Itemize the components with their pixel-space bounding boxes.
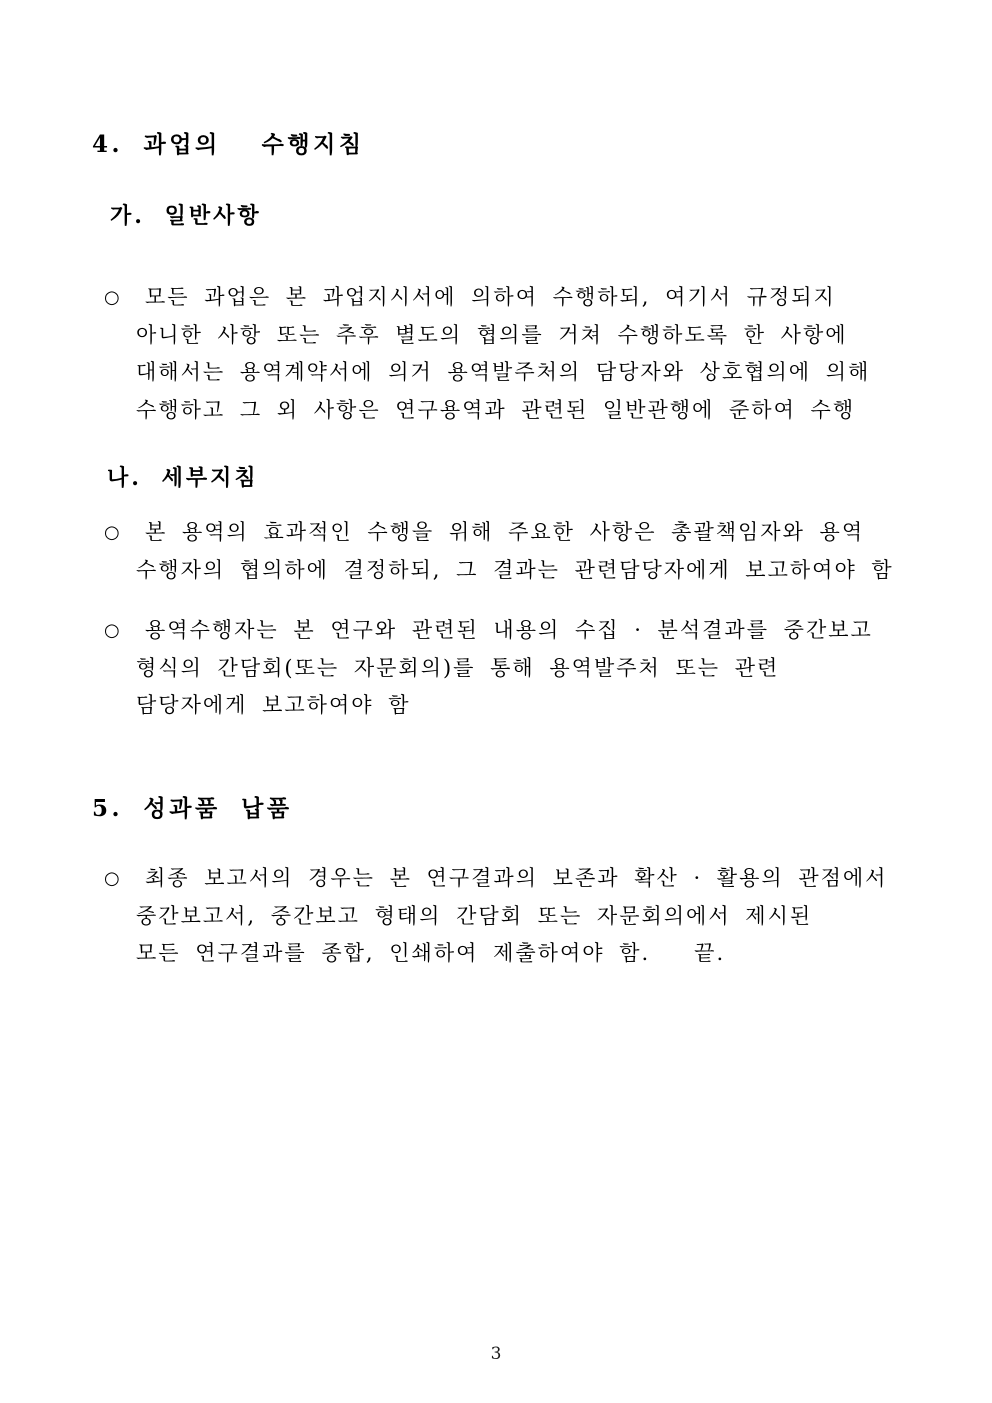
bullet-text-block xyxy=(136,514,934,589)
text-line: 수행자의 협의하에 결정하되, 그 결과는 관련담당자에게 보고하여야 함 xyxy=(136,557,894,582)
bullet-item-deliverable-1 xyxy=(104,860,934,973)
text-line: 모든 연구결과를 종합, 인쇄하여 제출하여야 함. 끝. xyxy=(136,941,726,965)
subsection-heading-ga: 가. 일반사항 xyxy=(110,203,262,229)
section-heading-5: 5. 성과품 납품 xyxy=(92,795,293,822)
text-line: 아니한 사항 또는 추후 별도의 협의를 거쳐 수행하도록 한 사항에 xyxy=(136,322,848,347)
text-line: 형식의 간담회(또는 자문회의)를 통해 용역발주처 또는 관련 xyxy=(136,655,780,680)
circle-bullet-icon: ○ xyxy=(104,522,120,543)
text-line: 최종 보고서의 경우는 본 연구결과의 보존과 확산 · 활용의 관점에서 xyxy=(145,866,888,890)
text-line: 수행하고 그 외 사항은 연구용역과 관련된 일반관행에 준하여 수행 xyxy=(136,397,856,422)
page-number: 3 xyxy=(490,1344,502,1364)
bullet-item-general-1 xyxy=(104,279,934,429)
bullet-text-block xyxy=(136,612,934,725)
bullet-item-detail-2 xyxy=(104,612,934,725)
circle-bullet-icon: ○ xyxy=(104,287,120,308)
bullet-text-block xyxy=(136,860,934,973)
section-heading-4: 4. 과업의 수행지침 xyxy=(92,131,365,158)
bullet-text-block xyxy=(136,279,934,429)
text-line: 담당자에게 보고하여야 함 xyxy=(136,693,411,717)
circle-bullet-icon: ○ xyxy=(104,868,120,889)
bullet-item-detail-1 xyxy=(104,514,934,589)
text-line: 대해서는 용역계약서에 의거 용역발주처의 담당자와 상호협의에 의해 xyxy=(136,360,871,384)
subsection-heading-na: 나. 세부지침 xyxy=(107,465,259,491)
text-line: 중간보고서, 중간보고 형태의 간담회 또는 자문회의에서 제시된 xyxy=(136,903,813,928)
text-line: 용역수행자는 본 연구와 관련된 내용의 수집 · 분석결과를 중간보고 xyxy=(145,618,873,642)
text-line: 모든 과업은 본 과업지시서에 의하여 수행하되, 여기서 규정되지 xyxy=(145,285,836,309)
text-line: 본 용역의 효과적인 수행을 위해 주요한 사항은 총괄책임자와 용역 xyxy=(145,520,865,544)
circle-bullet-icon: ○ xyxy=(104,620,120,641)
